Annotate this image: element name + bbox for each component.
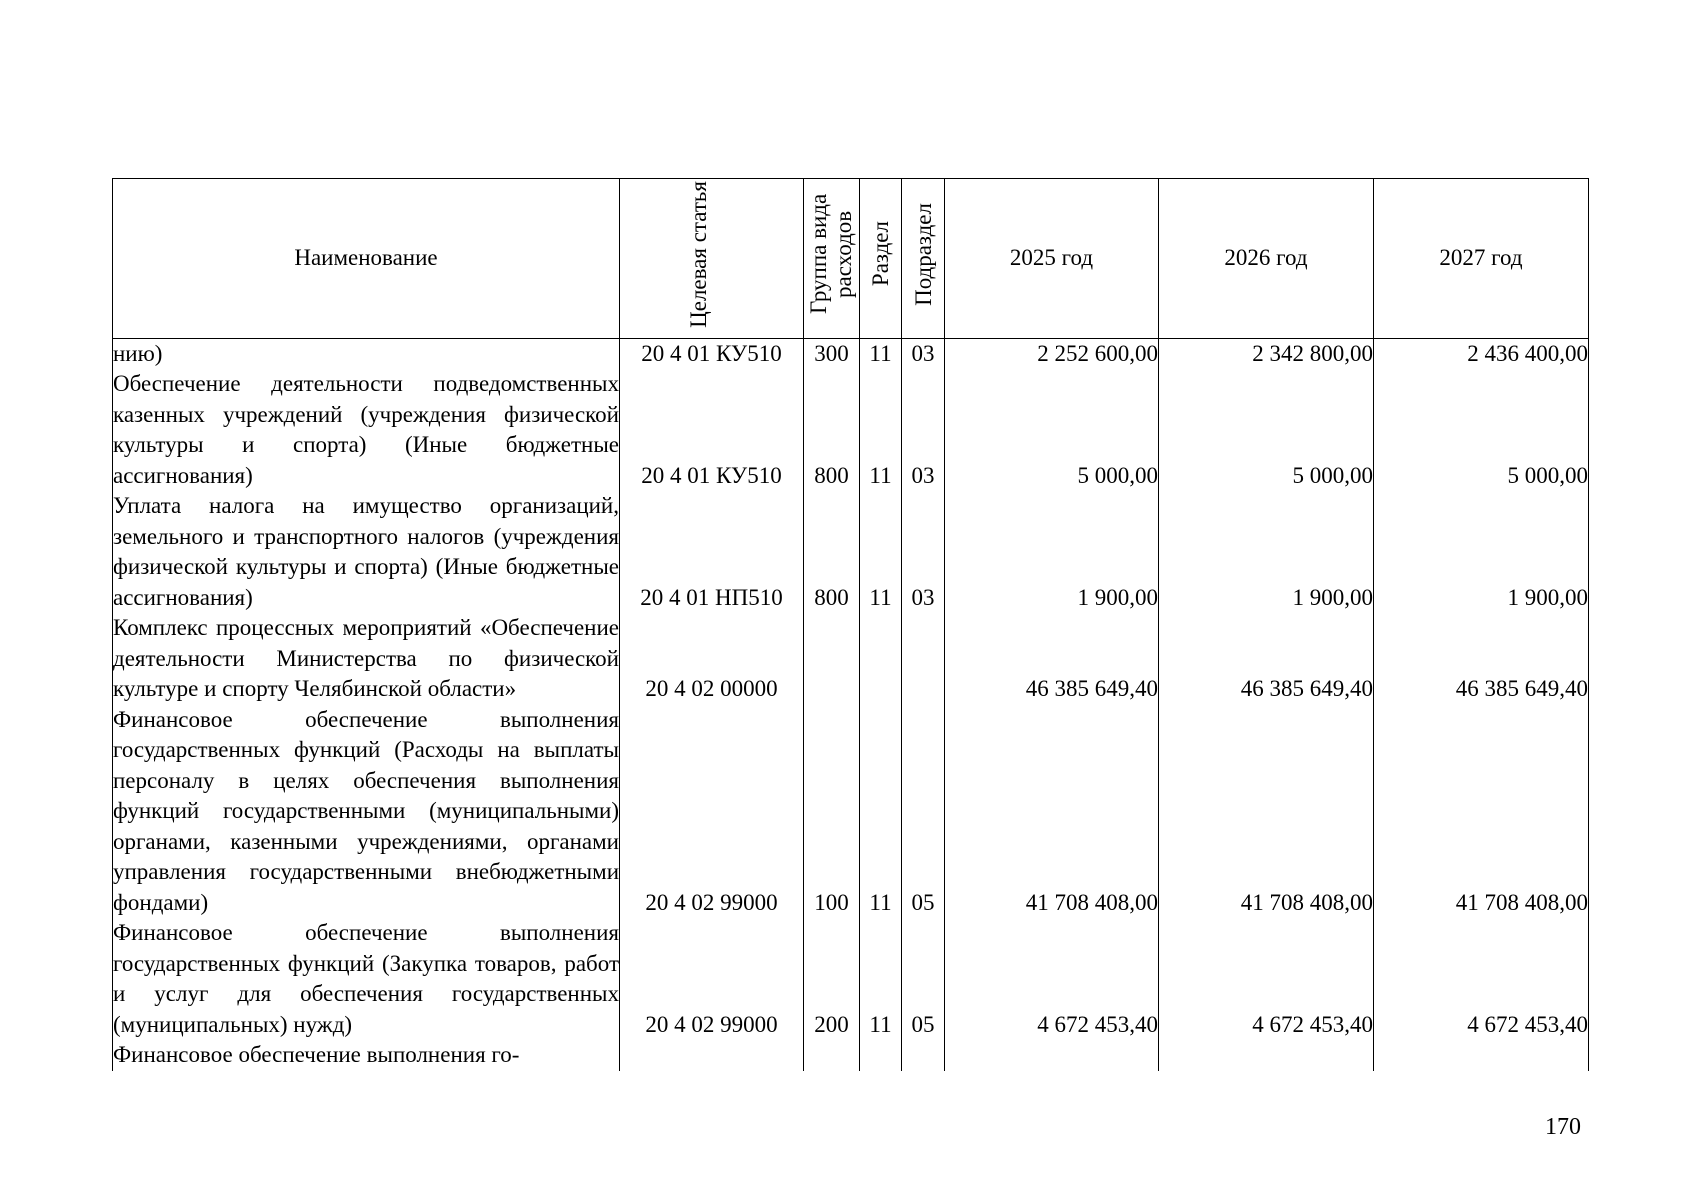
budget-table <box>112 178 1589 1071</box>
row-subsection: 03 <box>902 491 945 613</box>
row-expense-group: 200 <box>804 918 860 1040</box>
table-row <box>113 613 1589 705</box>
row-subsection: 05 <box>902 918 945 1040</box>
row-2026: 2 342 800,00 <box>1159 338 1374 369</box>
row-target-article: 20 4 01 НП510 <box>620 491 804 613</box>
table-row <box>113 918 1589 1040</box>
row-2025: 5 000,00 <box>945 369 1159 491</box>
row-2025: 46 385 649,40 <box>945 613 1159 705</box>
row-2025 <box>945 1040 1159 1071</box>
row-target-article: 20 4 02 99000 <box>620 918 804 1040</box>
row-2027: 4 672 453,40 <box>1374 918 1589 1040</box>
row-section: 11 <box>860 918 902 1040</box>
row-expense-group: 100 <box>804 705 860 919</box>
row-target-article <box>620 1040 804 1071</box>
row-expense-group <box>804 1040 860 1071</box>
table-row <box>113 705 1589 919</box>
row-2025: 1 900,00 <box>945 491 1159 613</box>
row-2026 <box>1159 1040 1374 1071</box>
header-2026: 2026 год <box>1159 179 1374 339</box>
row-2027: 41 708 408,00 <box>1374 705 1589 919</box>
row-2027: 5 000,00 <box>1374 369 1589 491</box>
row-expense-group: 800 <box>804 491 860 613</box>
row-section <box>860 613 902 705</box>
row-name: Комплекс процессных мероприятий «Обеспечение деятельности Министерства по физической культуре и спорту Челябинской области» <box>113 613 620 705</box>
row-name: Финансовое обеспечение выполнения го- <box>113 1040 620 1071</box>
row-expense-group: 300 <box>804 338 860 369</box>
row-target-article: 20 4 01 КУ510 <box>620 338 804 369</box>
row-2026: 41 708 408,00 <box>1159 705 1374 919</box>
row-subsection <box>902 1040 945 1071</box>
row-2027: 2 436 400,00 <box>1374 338 1589 369</box>
row-2026: 5 000,00 <box>1159 369 1374 491</box>
header-2027: 2027 год <box>1374 179 1589 339</box>
row-section <box>860 1040 902 1071</box>
header-name: Наименование <box>113 179 620 339</box>
row-2027: 46 385 649,40 <box>1374 613 1589 705</box>
row-2025: 41 708 408,00 <box>945 705 1159 919</box>
row-name: Финансовое обеспечение выполнения государственных функций (Закупка товаров, работ и услуг для обеспечения государственных (муниципальных) нужд) <box>113 918 620 1040</box>
row-expense-group <box>804 613 860 705</box>
row-subsection <box>902 613 945 705</box>
row-2026: 4 672 453,40 <box>1159 918 1374 1040</box>
row-2026: 46 385 649,40 <box>1159 613 1374 705</box>
table-row <box>113 1040 1589 1071</box>
row-name: нию) <box>113 338 620 369</box>
page-number: 170 <box>1545 1114 1581 1140</box>
row-section: 11 <box>860 338 902 369</box>
header-2025: 2025 год <box>945 179 1159 339</box>
row-section: 11 <box>860 705 902 919</box>
row-2025: 4 672 453,40 <box>945 918 1159 1040</box>
row-2027 <box>1374 1040 1589 1071</box>
row-2026: 1 900,00 <box>1159 491 1374 613</box>
table-row <box>113 491 1589 613</box>
table-header-row <box>113 179 1589 339</box>
row-2025: 2 252 600,00 <box>945 338 1159 369</box>
table-row <box>113 369 1589 491</box>
row-expense-group: 800 <box>804 369 860 491</box>
row-subsection: 05 <box>902 705 945 919</box>
row-name: Финансовое обеспечение выполнения государственных функций (Расходы на выплаты персоналу в целях обеспечения выполнения функций государственными (муниципальными) органами, казенными учреждениями, органами управления государственными внебюджетными фондами) <box>113 705 620 919</box>
row-name: Обеспечение деятельности подведомственных казенных учреждений (учреждения физической культуры и спорта) (Иные бюджетные ассигнования) <box>113 369 620 491</box>
row-2027: 1 900,00 <box>1374 491 1589 613</box>
row-target-article: 20 4 01 КУ510 <box>620 369 804 491</box>
row-subsection: 03 <box>902 338 945 369</box>
header-subsection: Подраздел <box>902 179 945 339</box>
row-section: 11 <box>860 491 902 613</box>
header-section: Раздел <box>860 179 902 339</box>
row-target-article: 20 4 02 99000 <box>620 705 804 919</box>
header-target-article: Целевая статья <box>620 179 804 339</box>
row-name: Уплата налога на имущество организаций, земельного и транспортного налогов (учреждения физической культуры и спорта) (Иные бюджетные ассигнования) <box>113 491 620 613</box>
row-subsection: 03 <box>902 369 945 491</box>
row-target-article: 20 4 02 00000 <box>620 613 804 705</box>
header-expense-group: Группа вида расходов <box>804 179 860 339</box>
table-row <box>113 338 1589 369</box>
row-section: 11 <box>860 369 902 491</box>
